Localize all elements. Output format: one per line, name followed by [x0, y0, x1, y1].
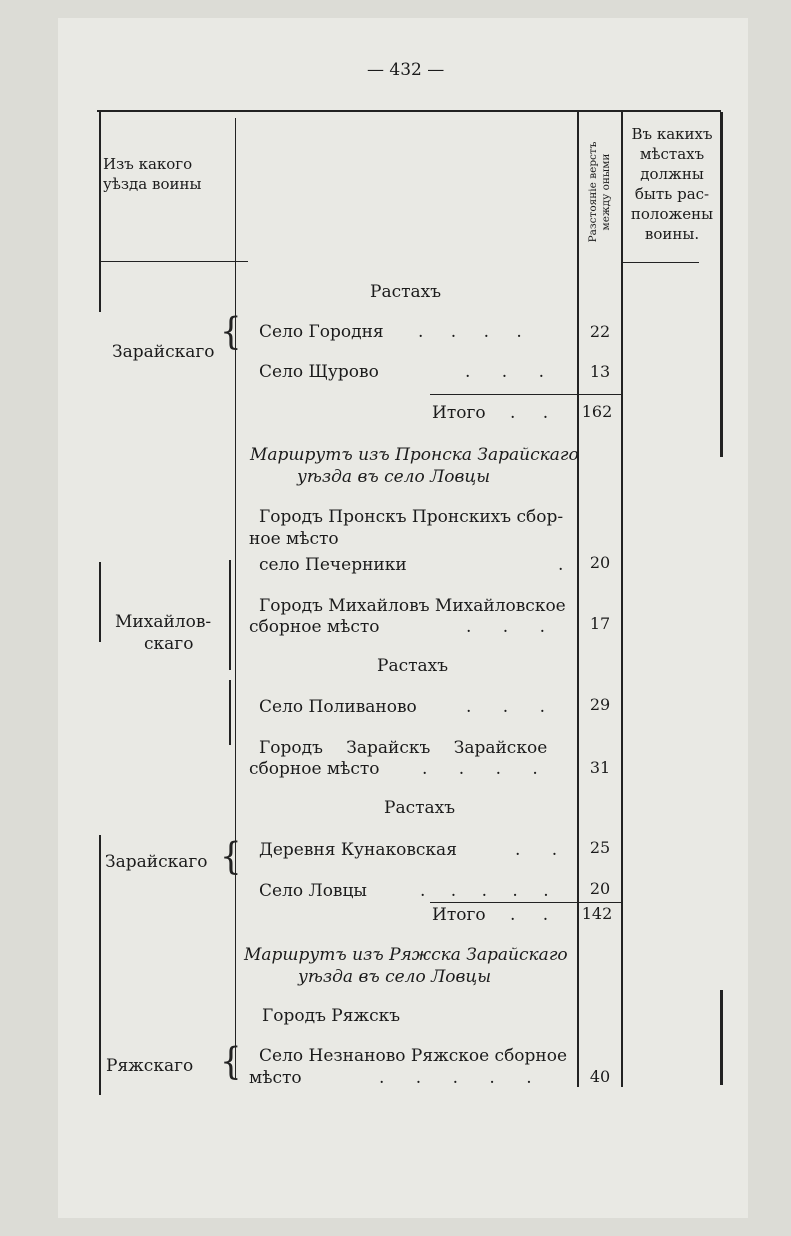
rule-left-lower [99, 562, 101, 642]
route-1-title-line2: уѣзда въ село Ловцы [297, 467, 491, 487]
row-mikhailov-line2: сборное мѣсто [249, 617, 380, 637]
route-1-title-line1: Маршрутъ изъ Пронска Зарайскаго [250, 445, 579, 465]
rule-left [99, 112, 101, 312]
header-distance [580, 121, 620, 263]
row-pecherniki-value: 20 [589, 553, 611, 572]
row-mikhailov-value: 17 [589, 614, 611, 633]
row-mikhailov-line1: Городъ Михайловъ Михайловское [259, 596, 566, 616]
row-polivanovo-value: 29 [589, 695, 611, 714]
row-gorodnya-dots: . . . . [418, 322, 522, 342]
total2-rule [430, 902, 621, 903]
row-polivanovo: Село Поливаново [259, 697, 417, 717]
row-pecherniki: село Печерники [259, 555, 407, 575]
route-2-title-line1: Маршрутъ изъ Ряжска Зарайскаго [244, 945, 568, 965]
row-zaraisk-line2: сборное мѣсто [249, 759, 380, 779]
header-distance-line2: между оными [600, 153, 612, 231]
row-neznanovo-dots: . . . . . [379, 1068, 532, 1088]
district-mikhailov-line2: скаго [144, 634, 194, 654]
row-polivanovo-dots: . . . [466, 697, 546, 717]
header-district [103, 154, 201, 194]
table-top-rule [97, 110, 721, 112]
header-location [622, 124, 722, 244]
rule-right-lower [720, 990, 723, 1085]
route-2-title-line2: уѣзда въ село Ловцы [298, 967, 492, 987]
total-2-dots: . . [510, 905, 549, 925]
header-bottom-rule-right [621, 262, 699, 263]
brace-1: { [220, 310, 242, 354]
row-gorodnya-value: 22 [589, 322, 611, 341]
district-mikhailov-line1: Михайлов- [115, 612, 212, 632]
row-kunakovskaya: Деревня Кунаковская [259, 840, 457, 860]
header-location-line2: мѣстахъ [639, 145, 705, 163]
row-kunakovskaya-value: 25 [589, 838, 611, 857]
header-district-line1: Изъ какого [103, 155, 193, 173]
district-zaraisk-2: Зарайскаго [105, 852, 208, 872]
header-location-line3: должны [640, 165, 704, 183]
brace-3: { [220, 835, 242, 879]
total-2-value: 142 [581, 904, 613, 923]
rule-col2 [235, 118, 236, 1078]
row-pronsk-line2: ное мѣсто [249, 529, 339, 549]
total1-rule [430, 394, 621, 395]
row-shchurovo-dots: . . . [465, 362, 545, 382]
row-mikhailov-dots: . . . [466, 617, 546, 637]
row-shchurovo: Село Щурово [259, 362, 379, 382]
rule-col3 [577, 112, 579, 1087]
row-zaraisk-dots: . . . . [422, 759, 538, 779]
row-rastakh-3: Растахъ [384, 798, 456, 818]
row-lovtsy-value: 20 [589, 879, 611, 898]
row-pecherniki-dots: . [558, 555, 564, 575]
header-distance-line1: Разстояніе верстъ [587, 141, 599, 243]
row-rastakh-2: Растахъ [377, 656, 449, 676]
rule-left-bottom [99, 835, 101, 1095]
row-gorodnya: Село Городня [259, 322, 384, 342]
total-2-label: Итого [432, 905, 486, 925]
total-1-dots: . . [510, 403, 549, 423]
rule-col4 [621, 112, 623, 1087]
row-zaraisk-value: 31 [589, 758, 611, 777]
header-location-line1: Въ какихъ [631, 125, 713, 143]
header-district-line2: уѣзда воины [103, 175, 202, 193]
row-rastakh-1: Растахъ [370, 282, 442, 302]
row-lovtsy-dots: . . . . . [420, 881, 549, 901]
row-zaraisk-line1: Городъ Зарайскъ Зарайское [259, 738, 548, 758]
header-bottom-rule-left [99, 261, 248, 262]
row-neznanovo-line1: Село Незнаново Ряжское сборное [259, 1046, 568, 1066]
row-shchurovo-value: 13 [589, 362, 611, 381]
brace-4: { [220, 1040, 242, 1084]
total-1-value: 162 [581, 402, 613, 421]
district-zaraisk-1: Зарайскаго [112, 342, 215, 362]
brace-2-line [229, 560, 231, 670]
row-kunakovskaya-dots: . . [515, 840, 558, 860]
row-neznanovo-value: 40 [589, 1067, 611, 1086]
district-ryazhsk: Ряжскаго [106, 1056, 194, 1076]
header-location-line5: положены [630, 205, 714, 223]
row-ryazhsk: Городъ Ряжскъ [262, 1006, 401, 1026]
page-number: — 432 — [367, 60, 445, 80]
row-pronsk-line1: Городъ Пронскъ Пронскихъ сбор- [259, 507, 564, 527]
total-1-label: Итого [432, 403, 486, 423]
row-neznanovo-line2: мѣсто [249, 1068, 302, 1088]
row-lovtsy: Село Ловцы [259, 881, 367, 901]
header-location-line6: воины. [644, 225, 700, 243]
brace-2b-line [229, 680, 231, 745]
header-location-line4: быть рас- [634, 185, 710, 203]
